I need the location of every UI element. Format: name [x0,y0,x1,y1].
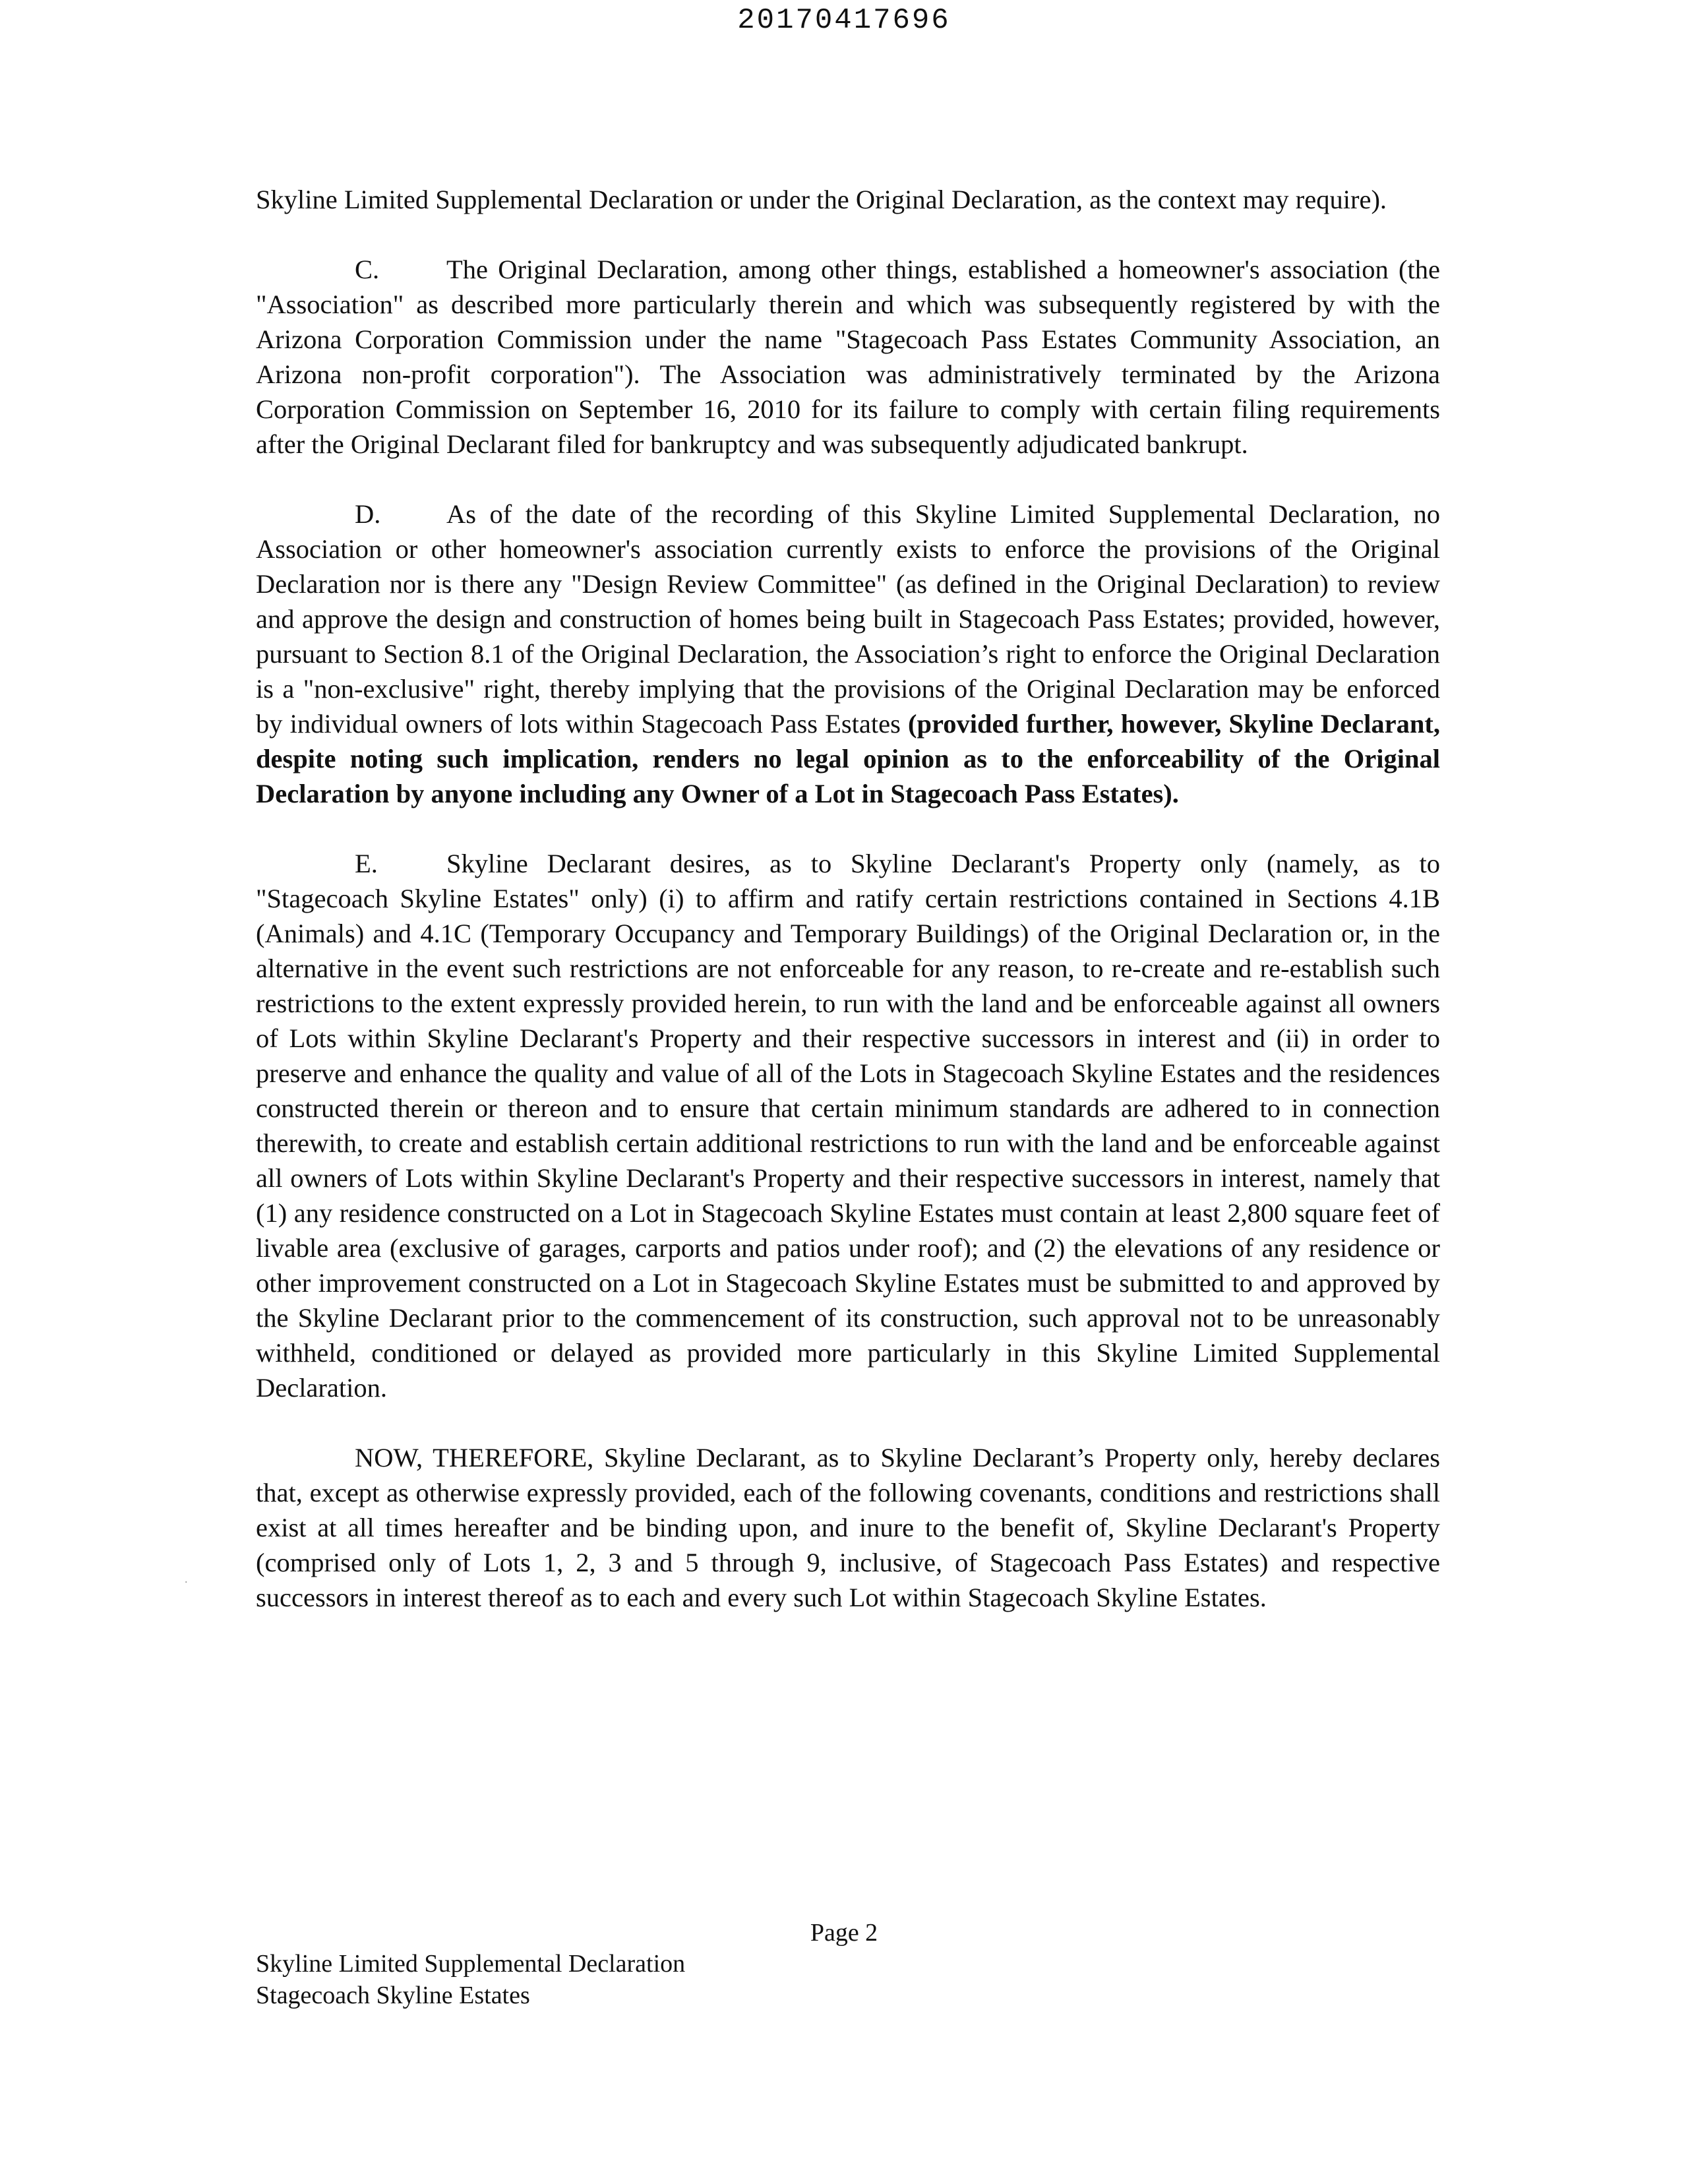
page-number: Page 2 [810,1919,878,1947]
paragraph-d [256,497,1440,811]
paragraph-c-text: The Original Declaration, among other things, established a homeowner's association (the "Association" as described more particularly therein and which was subsequently registered by with the Arizona Corporation Commission under the name "Stagecoach Pass Estates Community Association, an Arizona non-profit corporation"). The Association was administratively terminated by the Arizona Corporation Commission on September 16, 2010 for its failure to comply with certain filing requirements after the Original Declarant filed for bankruptcy and was subsequently adjudicated bankrupt. [256,255,1440,459]
paragraph-c-letter: C. [355,255,380,284]
paragraph-e-letter: E. [355,849,378,878]
paragraph-d-letter: D. [355,499,381,529]
paragraph-e [256,846,1440,1405]
recording-number: 20170417696 [737,4,951,37]
now-therefore-paragraph: NOW, THEREFORE, Skyline Declarant, as to Skyline Declarant’s Property only, hereby declares that, except as otherwise expressly provided, each of the following covenants, conditions and restrictions shall exist at all times hereafter and be binding upon, and inure to the benefit of, Skyline Declarant's Property (comprised only of Lots 1, 2, 3 and 5 through 9, inclusive, of Stagecoach Pass Estates) and respective successors in interest thereof as to each and every such Lot within Stagecoach Skyline Estates. [256,1443,1440,1612]
scan-speck: · [185,1577,188,1588]
document-body [256,182,1440,1650]
intro-paragraph: Skyline Limited Supplemental Declaration or under the Original Declaration, as the context may require). [256,185,1387,214]
footer [256,1948,685,2011]
footer-document-title: Skyline Limited Supplemental Declaration [256,1950,686,1978]
paragraph-d-text: As of the date of the recording of this Skyline Limited Supplemental Declaration, no Association or other homeowner's association currently exists to enforce the provisions of the Original Declaration nor is there any "Design Review Committee" (as defined in the Original Declaration) to review and approve the design and construction of homes being built in Stagecoach Pass Estates; provided, however, pursuant to Section 8.1 of the Original Declaration, the Association’s right to enforce the Original Declaration is a "non-exclusive" right, thereby implying that the provisions of the Original Declaration may be enforced by individual owners of lots within Stagecoach Pass Estates [256,499,1440,739]
paragraph-d-bold-text: (provided further, however, Skyline Declarant, despite noting such implication, renders no legal opinion as to the enforceability of the Original Declaration by anyone including any Owner of a Lot in Stagecoach Pass Estates). [256,709,1440,808]
footer-subdivision-name: Stagecoach Skyline Estates [256,1982,530,2009]
paragraph-e-text: Skyline Declarant desires, as to Skyline Declarant's Property only (namely, as to "Stagecoach Skyline Estates" only) (i) to affirm and ratify certain restrictions contained in Sections 4.1B (Animals) and 4.1C (Temporary Occupancy and Temporary Buildings) of the Original Declaration or, in the alternative in the event such restrictions are not enforceable for any reason, to re-create and re-establish such restrictions to the extent expressly provided herein, to run with the land and be enforceable against all owners of Lots within Skyline Declarant's Property and their respective successors in interest and (ii) in order to preserve and enhance the quality and value of all of the Lots in Stagecoach Skyline Estates and the residences constructed therein or thereon and to ensure that certain minimum standards are adhered to in connection therewith, to create and establish certain additional restrictions to run with the land and be enforceable against all owners of Lots within Skyline Declarant's Property and their respective successors in interest, namely that (1) any residence constructed on a Lot in Stagecoach Skyline Estates must contain at least 2,800 square feet of livable area (exclusive of garages, carports and patios under roof); and (2) the elevations of any residence or other improvement constructed on a Lot in Stagecoach Skyline Estates must be submitted to and approved by the Skyline Declarant prior to the commencement of its construction, such approval not to be unreasonably withheld, conditioned or delayed as provided more particularly in this Skyline Limited Supplemental Declaration. [256,849,1440,1403]
paragraph-c [256,252,1440,462]
